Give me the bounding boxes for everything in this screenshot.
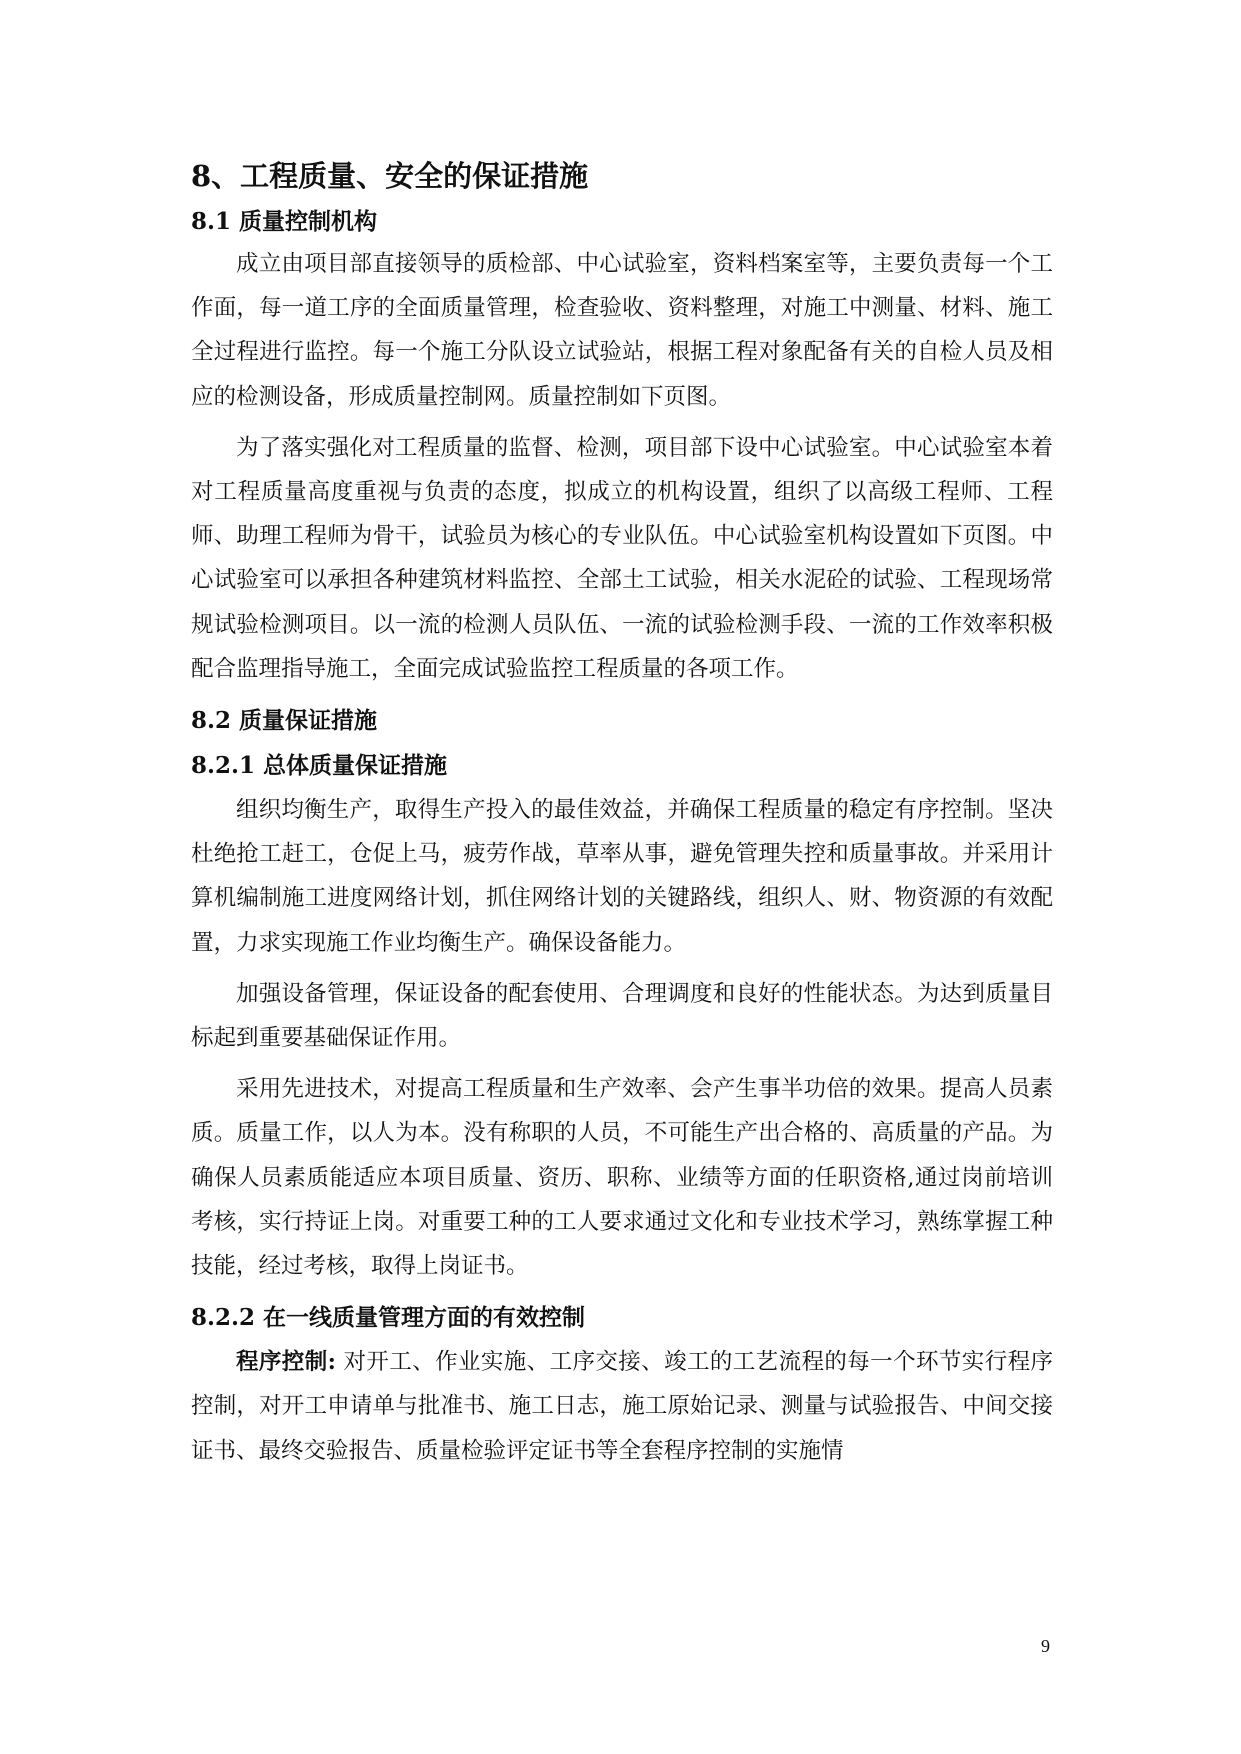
paragraph-8-2-1-a: 组织均衡生产，取得生产投入的最佳效益，并确保工程质量的稳定有序控制。坚决杜绝抢工赶工，仓促上马，疲劳作战，草率从事，避免管理失控和质量事故。并采用计算机编制施工进度网络计划，抓住网络计划的关键路线，组织人、财、物资源的有效配置，力求实现施工作业均衡生产。确保设备能力。 <box>191 797 1053 956</box>
document-body <box>191 150 1053 1480</box>
heading-8-1: 8.1 质量控制机构 <box>191 208 378 235</box>
paragraph-8-1-b: 为了落实强化对工程质量的监督、检测，项目部下设中心试验室。中心试验室本着对工程质量高度重视与负责的态度，拟成立的机构设置，组织了以高级工程师、工程师、助理工程师为骨干，试验员为核心的专业队伍。中心试验室机构设置如下页图。中心试验室可以承担各种建筑材料监控、全部土工试验，相关水泥砼的试验、工程现场常规试验检测项目。以一流的检测人员队伍、一流的试验检测手段、一流的工作效率积极配合监理指导施工，全面完成试验监控工程质量的各项工作。 <box>191 434 1053 682</box>
lead-term: 程序控制 <box>236 1349 328 1376</box>
paragraph-text: 对开工、作业实施、工序交接、竣工的工艺流程的每一个环节实行程序控制，对开工申请单与批准书、施工日志，施工原始记录、测量与试验报告、中间交接证书、最终交验报告、质量检验评定证书等全套程序控制的实施情 <box>191 1349 1053 1464</box>
paragraph-8-2-1-b: 加强设备管理，保证设备的配套使用、合理调度和良好的性能状态。为达到质量目标起到重要基础保证作用。 <box>191 980 1053 1052</box>
paragraph-8-1-a: 成立由项目部直接领导的质检部、中心试验室，资料档案室等，主要负责每一个工作面，每一道工序的全面质量管理，检查验收、资料整理，对施工中测量、材料、施工全过程进行监控。每一个施工分队设立试验站，根据工程对象配备有关的自检人员及相应的检测设备，形成质量控制网。质量控制如下页图。 <box>191 251 1053 410</box>
heading-8-2-1: 8.2.1 总体质量保证措施 <box>191 752 448 780</box>
page-number: 9 <box>1041 1636 1050 1656</box>
paragraph-8-2-2-a <box>191 1340 1053 1473</box>
paragraph-8-2-1-c: 采用先进技术，对提高工程质量和生产效率、会产生事半功倍的效果。提高人员素质。质量工作，以人为本。没有称职的人员，不可能生产出合格的、高质量的产品。为确保人员素质能适应本项目质量、资历、职称、业绩等方面的任职资格,通过岗前培训考核，实行持证上岗。对重要工种的工人要求通过文化和专业技术学习，熟练掌握工种技能，经过考核，取得上岗证书。 <box>191 1076 1053 1280</box>
heading-8-2-2: 8.2.2 在一线质量管理方面的有效控制 <box>191 1304 586 1332</box>
heading-8-2: 8.2 质量保证措施 <box>191 707 378 735</box>
lead-separator: : <box>327 1349 336 1376</box>
section-title: 8、工程质量、安全的保证措施 <box>191 159 589 193</box>
